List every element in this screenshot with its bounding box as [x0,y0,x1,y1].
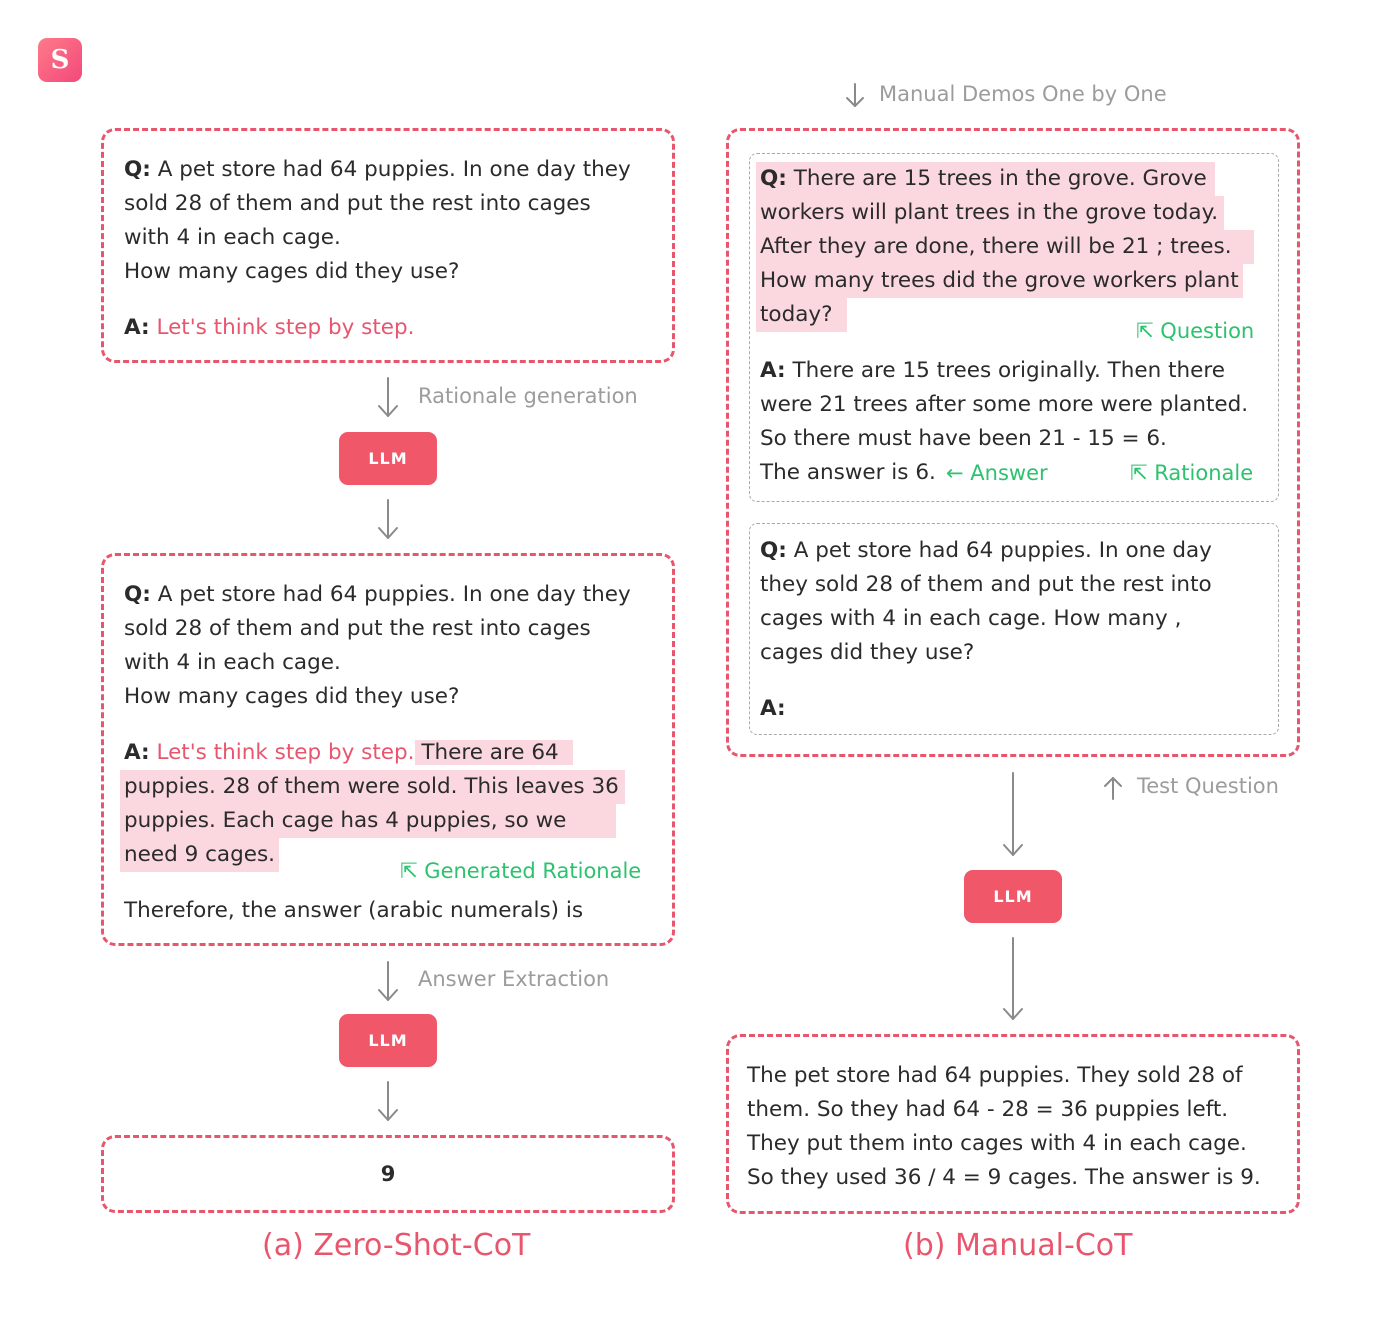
question-line: Q: A pet store had 64 puppies. In one day they [124,157,631,182]
arrow-up-left-icon: ⇱ [1136,319,1154,343]
llm-block: LLM [339,1014,437,1067]
rationale-line: puppies. 28 of them were sold. This leaves 36 [120,770,625,804]
arrow-down-icon [379,500,397,538]
arrow-down-icon [379,378,397,416]
manual-cot-output-box [726,1034,1300,1214]
test-question-label: Test Question [1137,774,1279,798]
arrow-down-icon [1004,938,1022,1019]
answer-line: A: Let's think step by step. There are 64 [124,736,573,770]
arrow-up-icon [1105,778,1121,799]
demo-answer-line: The answer is 6. [760,460,936,485]
question-line: with 4 in each cage. [124,650,341,675]
rationale-tag: ⇱ Rationale [1130,461,1254,485]
demo-question-line: today? [756,298,847,332]
question-line: How many cages did they use? [124,259,460,284]
demo-question-line: How many trees did the grove workers plant [756,264,1243,298]
test-question-line: cages with 4 in each cage. How many , [760,606,1182,631]
demo-question-line: workers will plant trees in the grove today. [756,196,1224,230]
answer-trigger-line: A: Let's think step by step. [124,315,415,340]
demo-question-line: Q: There are 15 trees in the grove. Grove [756,162,1215,196]
generated-rationale-tag: ⇱ Generated Rationale [400,859,642,883]
zero-shot-rationale-box [101,553,675,946]
output-line: They put them into cages with 4 in each cage. [747,1131,1247,1156]
zero-shot-cot-caption: (a) Zero-Shot-CoT [262,1228,531,1263]
demo-answer-line: A: There are 15 trees originally. Then there [760,358,1225,383]
question-line: with 4 in each cage. [124,225,341,250]
arrow-up-left-icon: ⇱ [400,859,418,883]
demo-question-line: After they are done, there will be 21 ; trees. [756,230,1254,264]
arrow-down-icon [1004,773,1022,855]
arrow-up-left-icon: ⇱ [1130,461,1148,485]
test-question-line: Q: A pet store had 64 puppies. In one day [760,538,1212,563]
output-line: So they used 36 / 4 = 9 cages. The answer is 9. [747,1165,1261,1190]
final-answer: 9 [380,1162,396,1186]
answer-tag: ← Answer [946,461,1048,485]
zero-shot-prompt-box [101,128,675,363]
arrow-down-icon [379,962,397,1000]
demo-answer-line: were 21 trees after some more were planted. [760,392,1249,417]
test-answer-label: A: [760,696,786,721]
llm-block: LLM [964,870,1062,923]
rationale-line: puppies. Each cage has 4 puppies, so we [120,804,616,838]
arrow-down-icon [847,84,863,106]
question-line: How many cages did they use? [124,684,460,709]
test-question-example [749,523,1279,735]
answer-extraction-label: Answer Extraction [418,967,610,991]
logo-letter: S [50,45,70,75]
question-tag: ⇱ Question [1136,319,1255,343]
arrow-left-icon: ← [946,461,964,485]
manual-cot-prompt-box [726,128,1300,757]
test-question-line: cages did they use? [760,640,975,665]
rationale-line: need 9 cages. [120,838,279,872]
final-answer-box [101,1135,675,1213]
question-line: sold 28 of them and put the rest into cages [124,616,591,641]
rationale-generation-label: Rationale generation [418,384,638,408]
arrow-down-icon [379,1082,397,1120]
llm-block: LLM [339,432,437,485]
test-question-line: they sold 28 of them and put the rest into [760,572,1212,597]
manual-demos-label: Manual Demos One by One [879,82,1167,106]
answer-extraction-prompt: Therefore, the answer (arabic numerals) is [124,898,584,923]
manual-cot-caption: (b) Manual-CoT [903,1228,1133,1263]
demo-answer-line: So there must have been 21 - 15 = 6. [760,426,1167,451]
question-line: Q: A pet store had 64 puppies. In one day they [124,582,631,607]
output-line: them. So they had 64 - 28 = 36 puppies left. [747,1097,1229,1122]
question-line: sold 28 of them and put the rest into cages [124,191,591,216]
demo-example [749,153,1279,502]
output-line: The pet store had 64 puppies. They sold 28 of [747,1063,1243,1088]
